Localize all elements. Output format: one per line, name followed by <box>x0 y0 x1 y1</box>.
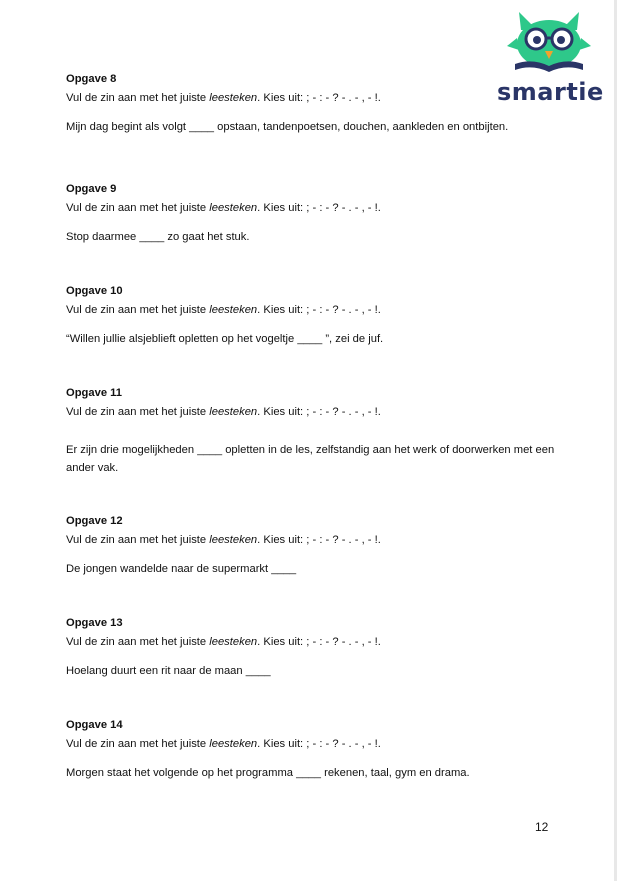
exercise-13 <box>66 616 566 680</box>
exercise-instruction: Vul de zin aan met het juiste leesteken. Kies uit: ; - : - ? - . - , - !. <box>66 738 381 750</box>
exercise-title: Opgave 13 <box>66 617 123 629</box>
exercise-title: Opgave 11 <box>66 387 122 399</box>
page-number: 12 <box>535 820 549 834</box>
exercise-title: Opgave 14 <box>66 719 123 731</box>
exercise-instruction: Vul de zin aan met het juiste leesteken. Kies uit: ; - : - ? - . - , - !. <box>66 92 381 104</box>
exercise-sentence: Mijn dag begint als volgt ____ opstaan, tandenpoetsen, douchen, aankleden en ontbijten. <box>66 121 509 133</box>
exercise-title: Opgave 10 <box>66 285 123 297</box>
exercise-sentence: Hoelang duurt een rit naar de maan ____ <box>66 665 271 677</box>
exercise-sentence: De jongen wandelde naar de supermarkt ____ <box>66 563 297 575</box>
owl-reading-book-icon <box>505 8 593 80</box>
exercise-title: Opgave 8 <box>66 73 117 85</box>
exercise-sentence: Stop daarmee ____ zo gaat het stuk. <box>66 231 250 243</box>
exercise-sentence: Morgen staat het volgende op het programma ____ rekenen, taal, gym en drama. <box>66 767 470 779</box>
exercise-instruction: Vul de zin aan met het juiste leesteken. Kies uit: ; - : - ? - . - , - !. <box>66 636 381 648</box>
exercise-instruction: Vul de zin aan met het juiste leesteken. Kies uit: ; - : - ? - . - , - !. <box>66 534 381 546</box>
exercise-12 <box>66 514 566 578</box>
exercise-10 <box>66 284 566 348</box>
exercise-title: Opgave 9 <box>66 183 117 195</box>
exercise-instruction: Vul de zin aan met het juiste leesteken. Kies uit: ; - : - ? - . - , - !. <box>66 202 381 214</box>
exercise-14 <box>66 718 566 782</box>
exercise-11 <box>66 386 566 477</box>
exercise-9 <box>66 182 566 246</box>
exercise-sentence: “Willen jullie alsjeblieft opletten op het vogeltje ____ ”, zei de juf. <box>66 333 384 345</box>
exercise-sentence: Er zijn drie mogelijkheden ____ opletten in de les, zelfstandig aan het werk of doorwerken met een ander vak. <box>66 444 555 474</box>
exercise-instruction: Vul de zin aan met het juiste leesteken. Kies uit: ; - : - ? - . - , - !. <box>66 304 381 316</box>
exercise-instruction: Vul de zin aan met het juiste leesteken. Kies uit: ; - : - ? - . - , - !. <box>66 406 381 418</box>
exercise-8 <box>66 72 566 136</box>
exercise-title: Opgave 12 <box>66 515 123 527</box>
logo-text: smartie <box>497 78 604 106</box>
